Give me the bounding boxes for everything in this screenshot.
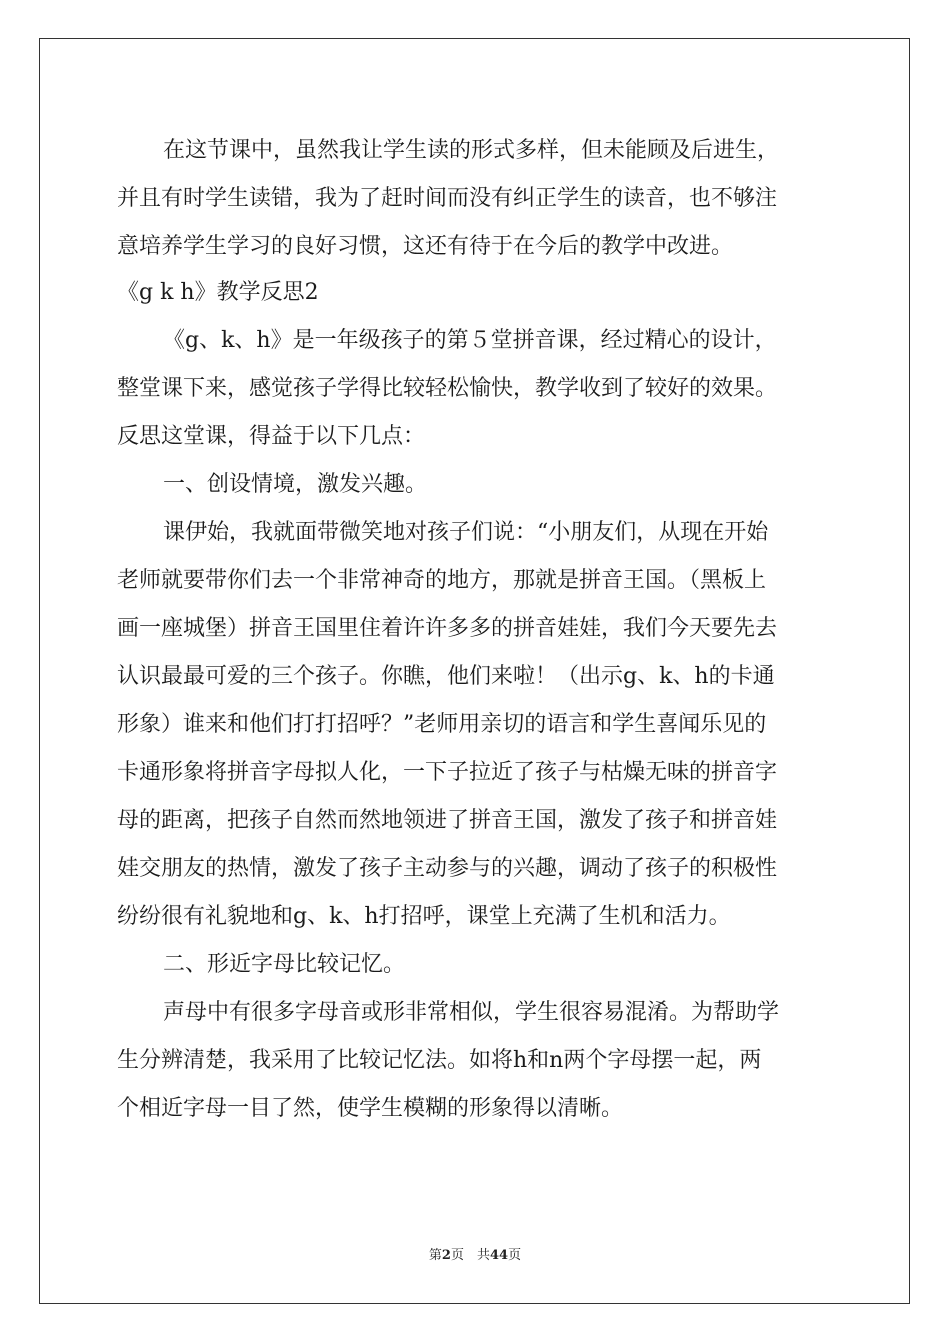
subsection-heading: 一、创设情境，激发兴趣。 [163, 472, 428, 497]
paragraph-line: 老师就要带你们去一个非常神奇的地方，那就是拼音王国。（黑板上 [117, 568, 767, 593]
paragraph-line: 整堂课下来，感觉孩子学得比较轻松愉快，教学收到了较好的效果。 [117, 376, 778, 401]
current-page-number: 2 [441, 1248, 451, 1263]
section-heading: 《g k h》教学反思2 [117, 280, 319, 305]
paragraph-line: 反思这堂课，得益于以下几点： [117, 424, 426, 449]
paragraph-line: 在这节课中，虽然我让学生读的形式多样，但未能顾及后进生， [163, 138, 780, 163]
paragraph-line: 声母中有很多字母音或形非常相似，学生很容易混淆。为帮助学 [163, 1000, 780, 1025]
paragraph-line: 认识最最可爱的三个孩子。你瞧，他们来啦！（出示g、k、h的卡通 [117, 664, 775, 689]
page-footer [0, 1244, 950, 1263]
paragraph-line: 生分辨清楚，我采用了比较记忆法。如将h和n两个字母摆一起，两 [117, 1048, 762, 1073]
footer-prefix: 第 [428, 1248, 442, 1263]
paragraph-line: 卡通形象将拼音字母拟人化，一下子拉近了孩子与枯燥无味的拼音字 [117, 760, 778, 785]
paragraph-line: 课伊始，我就面带微笑地对孩子们说：“小朋友们，从现在开始 [163, 520, 769, 545]
paragraph-line: 画一座城堡）拼音王国里住着许许多多的拼音娃娃，我们今天要先去 [117, 616, 778, 641]
paragraph-line: 《g、k、h》是一年级孩子的第５堂拼音课，经过精心的设计， [163, 328, 777, 353]
paragraph-line: 并且有时学生读错，我为了赶时间而没有纠正学生的读音，也不够注 [117, 186, 778, 211]
footer-mid: 页 共 [450, 1248, 490, 1263]
paragraph-line: 纷纷很有礼貌地和g、k、h打招呼，课堂上充满了生机和活力。 [117, 904, 731, 929]
subsection-heading: 二、形近字母比较记忆。 [163, 952, 406, 977]
paragraph-line: 个相近字母一目了然，使学生模糊的形象得以清晰。 [117, 1096, 624, 1121]
paragraph-line: 形象）谁来和他们打打招呼？”老师用亲切的语言和学生喜闻乐见的 [117, 712, 767, 737]
total-page-count: 44 [489, 1248, 509, 1263]
footer-suffix: 页 [508, 1248, 522, 1263]
paragraph-line: 母的距离，把孩子自然而然地领进了拼音王国，激发了孩子和拼音娃 [117, 808, 778, 833]
paragraph-line: 意培养学生学习的良好习惯，这还有待于在今后的教学中改进。 [117, 234, 734, 259]
paragraph-line: 娃交朋友的热情，激发了孩子主动参与的兴趣，调动了孩子的积极性 [117, 856, 778, 881]
